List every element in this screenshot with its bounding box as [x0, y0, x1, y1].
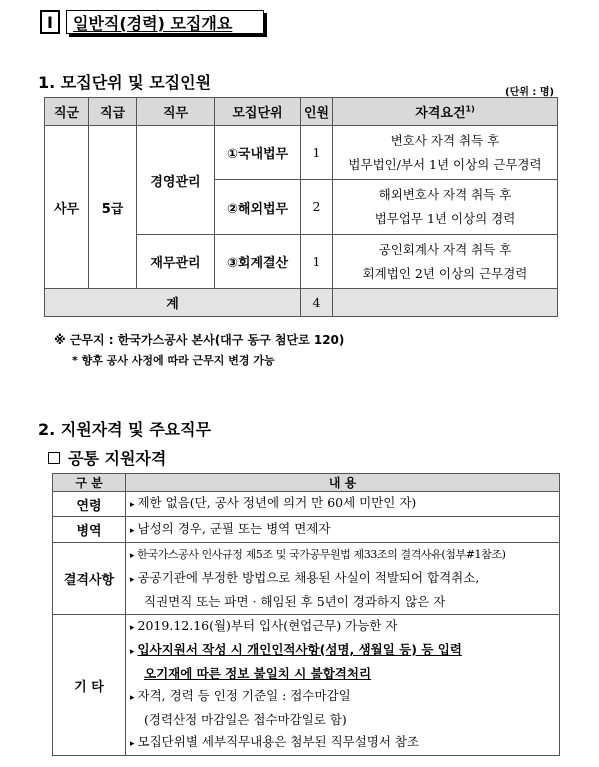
col-unit: 모집단위	[215, 98, 301, 126]
unit-cell: ②해외법무	[215, 180, 301, 235]
total-empty	[333, 289, 558, 317]
table-row	[45, 126, 558, 180]
count-cell: 1	[301, 126, 333, 180]
bullet-triangle-icon: ▸	[130, 623, 135, 633]
total-count: 4	[301, 289, 333, 317]
qualification-table	[52, 473, 560, 756]
row-label: 기 타	[53, 615, 126, 756]
table-row	[53, 517, 560, 543]
table-row	[53, 492, 560, 517]
bullet-triangle-icon: ▸	[130, 693, 135, 703]
duty-cell: 재무관리	[137, 235, 215, 289]
header-number: Ⅰ	[40, 10, 60, 34]
count-cell: 1	[301, 235, 333, 289]
row-content: ▸ 제한 없음(단, 공사 정년에 의거 만 60세 미만인 자)	[126, 492, 560, 517]
row-content: ▸ 한국가스공사 인사규정 제5조 및 국가공무원법 제33조의 결격사유(첨부#1참조) ▸ 공공기관에 부정한 방법으로 채용된 사실이 적발되어 합격취소, 직권면직 또는 파면 · 해임된 후 5년이 경과하지 않은 자	[126, 543, 560, 615]
col-qualification: 자격요건$^{1)}$	[333, 98, 558, 126]
qual-cell: 변호사 자격 취득 후 법무법인/부서 1년 이상의 근무경력	[333, 126, 558, 180]
bullet-triangle-icon: ▸	[130, 525, 135, 536]
bullet-triangle-icon: ▸	[130, 739, 135, 749]
recruitment-header-row	[45, 98, 558, 126]
row-content: ▸ 남성의 경우, 군필 또는 병역 면제자	[126, 517, 560, 543]
table-row	[53, 615, 560, 756]
bullet-triangle-icon: ▸	[130, 647, 135, 657]
duty-cell: 경영관리	[137, 126, 215, 235]
recruitment-table	[44, 97, 558, 317]
qual-cell: 해외변호사 자격 취득 후 법무업무 1년 이상의 경력	[333, 180, 558, 235]
col-content: 내 용	[126, 474, 560, 492]
section2-subtitle: 공통 지원자격	[68, 449, 167, 468]
col-category: 구 분	[53, 474, 126, 492]
checkbox-square-icon	[48, 452, 60, 464]
grade-cell: 5급	[89, 126, 137, 289]
row-label: 결격사항	[53, 543, 126, 615]
bullet-triangle-icon: ▸	[130, 551, 135, 561]
row-content: ▸ 2019.12.16(월)부터 입사(현업근무) 가능한 자 ▸ 입사지원서 작성 시 개인인적사항(성명, 생월일 등) 등 입력 오기재에 따른 정보 불일치 시 불합격처리 ▸ 자격, 경력 등 인정 기준일 : 접수마감일 (경력산정 마감일은 접수마감일로 함) ▸ 모집단위별 세부직무내용은 첨부된 직무설명서 참조	[126, 615, 560, 756]
col-group: 직군	[45, 98, 89, 126]
total-row	[45, 289, 558, 317]
total-label: 계	[45, 289, 301, 317]
work-location-note: ※ 근무지 : 한국가스공사 본사(대구 동구 첨단로 120)	[54, 333, 345, 347]
section2-title: 2. 지원자격 및 주요직무	[38, 420, 212, 439]
header-title: 일반직(경력) 모집개요	[73, 13, 233, 33]
qualification-header-row	[53, 474, 560, 492]
row-label: 연령	[53, 492, 126, 517]
col-grade: 직급	[89, 98, 137, 126]
work-location-subnote: * 향후 공사 사정에 따라 근무지 변경 가능	[72, 354, 275, 367]
col-duty: 직무	[137, 98, 215, 126]
bullet-triangle-icon: ▸	[130, 575, 135, 585]
unit-cell: ③회계결산	[215, 235, 301, 289]
section1-title: 1. 모집단위 및 모집인원	[38, 73, 212, 92]
section2-subtitle-wrap	[48, 446, 166, 469]
qual-cell: 공인회계사 자격 취득 후 회계법인 2년 이상의 근무경력	[333, 235, 558, 289]
bullet-triangle-icon: ▸	[130, 500, 135, 510]
group-cell: 사무	[45, 126, 89, 289]
section-header	[40, 10, 268, 40]
count-cell: 2	[301, 180, 333, 235]
col-count: 인원	[301, 98, 333, 126]
unit-note: (단위 : 명)	[505, 87, 555, 98]
header-title-box	[66, 10, 264, 34]
row-label: 병역	[53, 517, 126, 543]
table-row	[53, 543, 560, 615]
unit-cell: ①국내법무	[215, 126, 301, 180]
